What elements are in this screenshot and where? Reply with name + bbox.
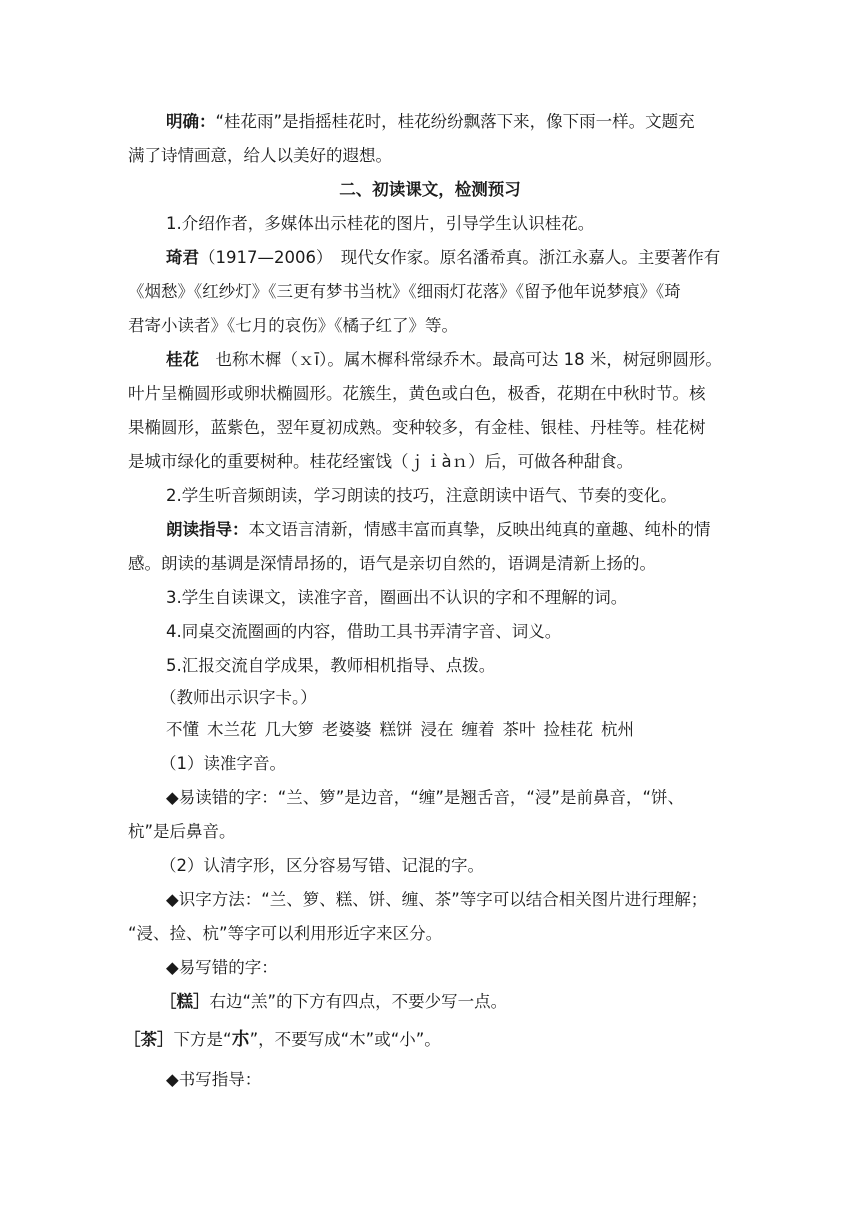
reading-text-1: 本文语言清新，情感丰富而真挚，反映出纯真的童趣、纯朴的情	[248, 520, 711, 539]
step-4: 4.同桌交流圈画的内容，借助工具书弄清字音、词义。	[166, 622, 562, 641]
gao-text: 右边“羔”的下方有四点，不要少写一点。	[209, 992, 508, 1011]
method-line-2: “浸、捡、杭”等字可以利用形近字来区分。	[128, 924, 443, 943]
word-item: 不懂	[166, 720, 199, 739]
word-item: 浸在	[420, 720, 454, 739]
author-text-1: （1917—2006） 现代女作家。原名潘希真。浙江永嘉人。主要著作有	[199, 248, 721, 267]
step-3: 3.学生自读课文，读准字音，圈画出不认识的字和不理解的词。	[166, 588, 628, 607]
osmanthus-text-1: 也称木樨（ｘī）。属木樨科常绿乔木。最高可达 18 米，树冠卵圆形。	[199, 350, 722, 369]
step-2: 2.学生听音频朗读，学习朗读的技巧，注意朗读中语气、节奏的变化。	[166, 486, 677, 505]
cha-bottom-glyph: 朩	[231, 1029, 250, 1050]
step-5: 5.汇报交流自学成果，教师相机指导、点拨。	[166, 656, 496, 675]
word-item: 木兰花	[207, 720, 257, 739]
reading-line-1	[166, 518, 711, 542]
sub-1: （1）读准字音。	[160, 754, 286, 773]
reading-line-2: 感。朗读的基调是深情昂扬的，语气是亲切自然的，语调是清新上扬的。	[128, 554, 656, 573]
word-item: 老婆婆	[322, 720, 372, 739]
word-item: 茶叶	[502, 720, 536, 739]
sub-2: （2）认清字形，区分容易写错、记混的字。	[160, 856, 484, 875]
method-line-1: ◆识字方法：“兰、箩、糕、饼、缠、茶”等字可以结合相关图片进行理解；	[166, 890, 708, 909]
clarify-line-1	[166, 110, 695, 134]
osmanthus-line-4: 是城市绿化的重要树种。桂花经蜜饯（ｊｉàｎ）后，可做各种甜食。	[128, 452, 634, 471]
pron-line-2: 杭”是后鼻音。	[128, 822, 236, 841]
osmanthus-line-1	[166, 348, 722, 372]
author-line-3: 君寄小读者》《七月的哀伤》《橘子红了》等。	[128, 316, 458, 335]
miswrite-heading: ◆易写错的字：	[166, 958, 278, 977]
author-line-1	[166, 246, 720, 270]
author-line-2: 《烟愁》《红纱灯》《三更有梦书当枕》《细雨灯花落》《留予他年说梦痕》《琦	[128, 282, 681, 301]
word-item: 几大箩	[264, 720, 314, 739]
osmanthus-line-3: 果椭圆形，蓝紫色，翌年夏初成熟。变种较多，有金桂、银桂、丹桂等。桂花树	[128, 418, 706, 437]
cha-post: ”，不要写成“木”或“小”。	[249, 1030, 441, 1049]
osmanthus-name: 桂花	[166, 350, 199, 369]
gao-line	[160, 990, 507, 1014]
writing-heading: ◆书写指导：	[166, 1070, 262, 1089]
word-item: 捡桂花	[543, 720, 593, 739]
reading-label: 朗读指导：	[166, 520, 249, 539]
section-heading: 二、初读课文，检测预习	[339, 180, 521, 199]
gao-label: ［糕］	[160, 992, 210, 1011]
word-item: 杭州	[601, 720, 634, 739]
step-1: 1.介绍作者，多媒体出示桂花的图片，引导学生认识桂花。	[166, 214, 595, 233]
word-item: 缠着	[461, 720, 495, 739]
clarify-label: 明确：	[166, 112, 216, 131]
author-name: 琦君	[166, 248, 199, 267]
osmanthus-line-2: 叶片呈椭圆形或卵状椭圆形。花簇生，黄色或白色，极香，花期在中秋时节。核	[128, 384, 706, 403]
cha-label: ［茶］	[124, 1030, 174, 1049]
word-item: 糕饼	[379, 720, 413, 739]
clarify-text-1: “桂花雨”是指摇桂花时，桂花纷纷飘落下来，像下雨一样。文题充	[215, 112, 695, 131]
cha-line	[124, 1028, 441, 1052]
cha-pre: 下方是“	[173, 1030, 232, 1049]
card-note: （教师出示识字卡。）	[160, 688, 317, 707]
clarify-line-2: 满了诗情画意，给人以美好的遐想。	[128, 146, 392, 165]
pron-line-1: ◆易读错的字：“兰、箩”是边音，“缠”是翘舌音，“浸”是前鼻音，“饼、	[166, 788, 685, 807]
word-card-list	[166, 718, 642, 742]
